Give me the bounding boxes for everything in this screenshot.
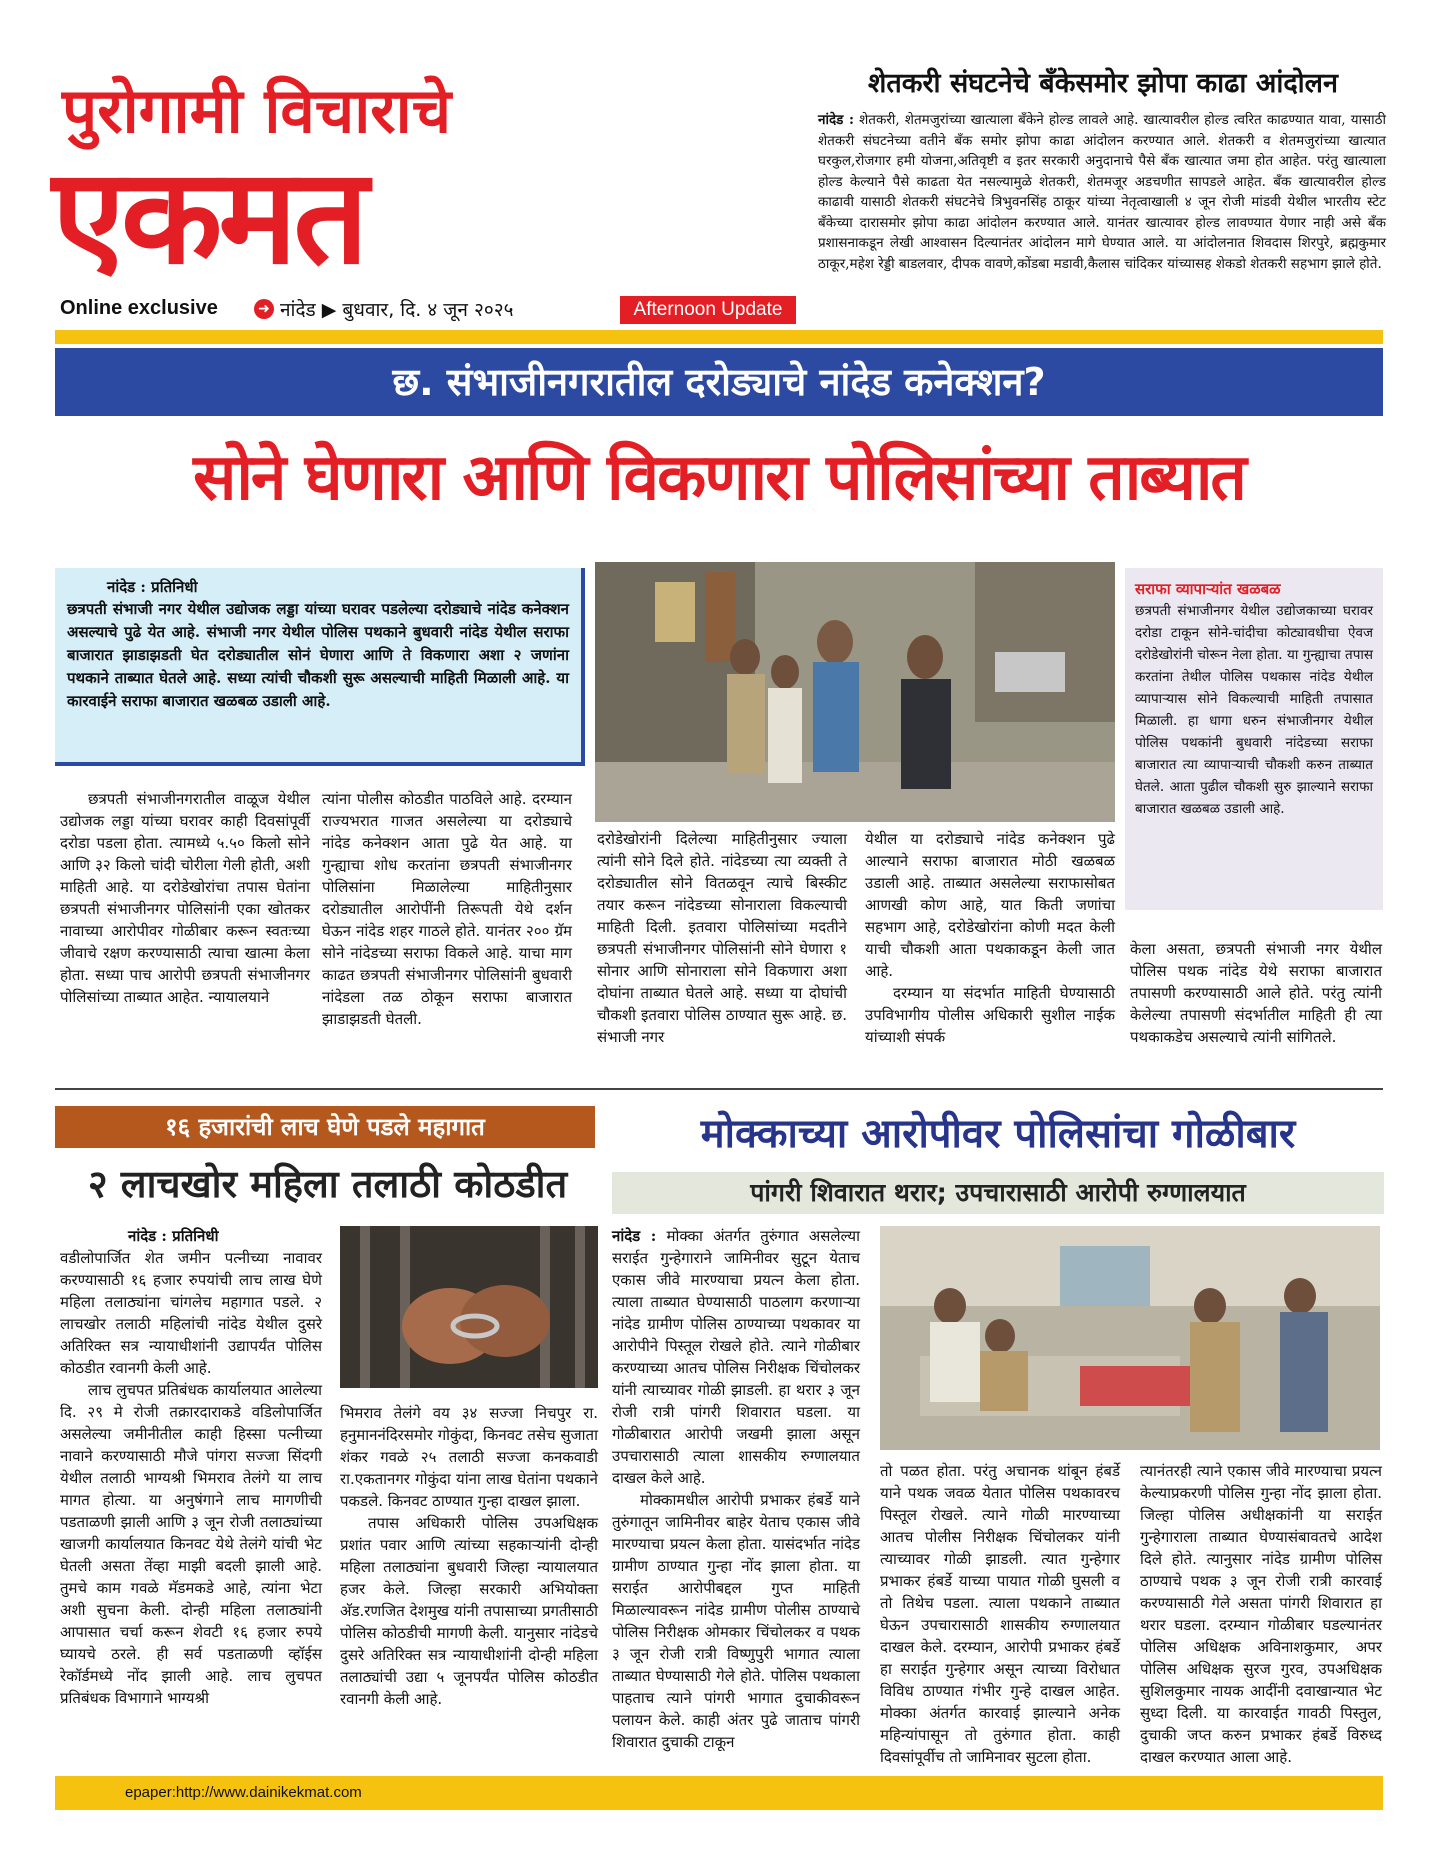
top-story-text: शेतकरी, शेतमजुरांच्या खात्याला बँकेने होल्ड लावले आहे. खात्यावरील होल्ड त्वरित काढण्यात यावा, यासाठी शेतकरी संघटनेच्या वतीने बँक समोर झोपा काढा आंदोलन करण्यात आले. शेतकरी व शेतमजुरांच्या खात्यात घरकुल,रोजगार हमी योजना,अतिवृष्टी व इतर सरकारी अनुदानाचे पैसे बँक खात्यात जमा होत आहेत. परंतु खात्याला होल्ड केल्याने पैसे काढता येत नसल्यामुळे शेतकरी, शेतमजूर अडचणीत सापडले आहेत. बँक खात्यावरील होल्ड काढावी यासाठी शेतकरी संघटनेचे त्रिभुवनसिंह ठाकूर यांच्या नेतृत्वाखाली ४ जून रोजी मांडवी येथील भारतीय स्टेट बँकेच्या दारासमोर झोपा काढा आंदोलन करण्यात आले. यानंतर खात्यावर होल्ड लावण्यात येणार नाही असे बँक प्रशासनाकडून लेखी आश्वासन दिल्यानंतर आंदोलन मागे घेण्यात आले. या आंदोलनात शिवदास शिरपुरे, ब्रह्मकुमार ठाकूर,महेश रेड्डी बाडलवार, दीपक वावणे,कोंडबा मडावी,कैलास चांदिकर यांच्यासह शेकडो शेतकरी सहभाग झाले होते.	[818, 112, 1386, 272]
lead-headline: सोने घेणारा आणि विकणारा पोलिसांच्या ताब्यात	[193, 441, 1245, 515]
firing-col1b-text: मोक्कामधील आरोपी प्रभाकर हंबर्डे याने तुरुंगातून जामिनीवर बाहेर येताच एकास जीवे मारण्याचा प्रयत्न केला होता. यासंदर्भात नांदेड ग्रामीण ठाण्यात गुन्हा नोंद झाला होता. या सराईत आरोपीबद्दल गुप्त माहिती मिळाल्यावरून नांदेड ग्रामीण पोलीस ठाण्याचे पोलिस निरीक्षक ओमकार चिंचोलकर व पथक ३ जून रोजी रात्री विष्णुपुरी भागात त्याला ताब्यात घेण्यासाठी गेले होते. पोलिस पथकाला पाहताच त्याने पांगरी भागात दुचाकीवरून पलायन केले. काही अंतर पुढे जाताच पांगरी शिवारात दुचाकी टाकून	[612, 1491, 860, 1751]
lead-photo-arrest	[595, 562, 1115, 822]
firing-column-2	[880, 1460, 1120, 1766]
arrow-right-icon: ➜	[254, 299, 274, 319]
epaper-link[interactable]: epaper:http://www.dainikekmat.com	[125, 1784, 362, 1801]
sidebar-title: सराफा व्यापाऱ्यांत खळबळ	[1135, 580, 1281, 598]
top-story-headline: शेतकरी संघटनेचे बँकेसमोर झोपा काढा आंदोलन	[868, 68, 1338, 99]
firing-col1-text: मोक्का अंतर्गत तुरुंगात असलेल्या सराईत गुन्हेगाराने जामिनीवर सुटून येताच एकास जीवे मारण्याचा प्रयत्न केला होता. त्याला ताब्यात घेण्यासाठी पाठलाग करणाऱ्या नांदेड ग्रामीण पोलिस ठाण्याच्या पथकावर या आरोपीने पिस्तूल रोखले होते. त्याने गोळीबार करण्याच्या आतच पोलिस निरीक्षक चिंचोलकर यांनी त्याच्यावर गोळी झाडली. हा थरार ३ जून रोजी रात्री पांगरी शिवारात घडला. या गोळीबारात आरोपी जखमी झाला असून उपचारासाठी त्याला शासकीय रुग्णालयात दाखल केले आहे.	[612, 1227, 860, 1487]
masthead-tagline: पुरोगामी विचाराचे	[62, 74, 452, 147]
firing-column-3	[1140, 1460, 1382, 1766]
top-story-dateline: नांदेड :	[818, 112, 854, 128]
bribe-column-2	[340, 1402, 598, 1742]
lead-col4-text: येथील या दरोड्याचे नांदेड कनेक्शन पुढे आल्याने सराफा बाजारात मोठी खळबळ उडाली आहे. ताब्यात असलेल्या सराफासोबत आणखी कोण आहे, यात किती जणांचा सहभाग आहे, दरोडेखोरांना कोणी मदत केली याची चौकशी आता पथकाकडून केली जात आहे.	[865, 830, 1115, 980]
section-divider	[55, 1088, 1383, 1090]
firing-col3-text: त्यानंतरही त्याने एकास जीवे मारण्याचा प्रयत्न केल्याप्रकरणी पोलिस गुन्हा नोंद झाला होता. जिल्हा पोलिस अधीक्षकांनी या सराईत गुन्हेगाराला ताब्यात घेण्यासंबावतचे आदेश दिले होते. त्यानुसार नांदेड ग्रामीण पोलिस ठाण्याचे पथक ३ जून रोजी रात्री कारवाई करण्यासाठी गेले असता पांगरी शिवारात हा थरार घडला. दरम्यान गोळीबार घडल्यानंतर पोलिस अधिक्षक अविनाशकुमार, अपर पोलिस अधिक्षक सुरज गुरव, उपअधिक्षक सुशिलकुमार नायक आदींनी दवाखान्यात भेट सुध्दा दिली. या कारवाईत गावठी पिस्तुल, दुचाकी जप्त करुन प्रभाकर हंबर्डे विरुध्द दाखल करण्यात आला आहे.	[1140, 1462, 1382, 1766]
footer-bar	[55, 1776, 1383, 1810]
lead-intro-text: छत्रपती संभाजी नगर येथील उद्योजक लड्डा यांच्या घरावर पडलेल्या दरोड्याचे नांदेड कनेक्शन असल्याचे पुढे येत आहे. संभाजी नगर येथील पोलिस पथकाने बुधवारी नांदेड येथील सराफा बाजारात झाडाझडती घेत दरोड्यातील सोनं घेणारा आणि ते विकणारा अशा २ जणांना पथकाने ताब्यात घेतले आहे. सध्या त्यांची चौकशी सुरू असल्याची माहिती मिळाली आहे. या कारवाईने सराफा बाजारात खळबळ उडाली आहे.	[67, 600, 569, 710]
firing-headline: मोक्काच्या आरोपीवर पोलिसांचा गोळीबार	[700, 1111, 1296, 1157]
firing-subhead: पांगरी शिवारात थरार; उपचारासाठी आरोपी रुग्णालयात	[750, 1178, 1246, 1207]
bribe-col1a-text: वडीलोपार्जित शेत जमीन पत्नीच्या नावावर करण्यासाठी १६ हजार रुपयांची लाच लाख घेणे महिला तलाठ्यांना चांगलेच महागात पडले. २ लाचखोर तलाठी महिलांची नांदेड येथील दुसरे अतिरिक्त सत्र न्यायाधीशांनी उद्यापर्यंत पोलिस कोठडीत रवानगी केली आहे.	[60, 1249, 322, 1377]
firing-subhead-banner	[612, 1172, 1384, 1214]
afternoon-update-badge: Afternoon Update	[620, 296, 796, 324]
lead-column-4	[865, 828, 1115, 1078]
lead-column-3	[597, 828, 847, 1078]
top-story-body	[818, 110, 1386, 310]
bribe-column-1	[60, 1225, 322, 1745]
firing-column-1	[612, 1225, 860, 1751]
lead-col2-text: त्यांना पोलीस कोठडीत पाठविले आहे. दरम्यान राज्यभरात गाजत असलेल्या या दरोड्याचे नांदेड कनेक्शन आता पुढे येत आहे. या गुन्ह्याचा शोध करतांना छत्रपती संभाजीनगर पोलिसांना मिळालेल्या माहितीनुसार दरोड्यातील आरोपींनी तिरूपती येथे दर्शन घेऊन नांदेड शहर गाठले होते. यानंतर २०० ग्रॅम सोने नांदेडच्या सराफा विकले आहे. याचा माग काढत छत्रपती संभाजीनगर पोलिसांनी बुधवारी नांदेडला तळ ठोकून सराफा बाजारात झाडाझडती घेतली.	[322, 790, 572, 1028]
lead-kicker-banner	[55, 348, 1383, 416]
lead-col1-text: छत्रपती संभाजीनगरातील वाळूज येथील उद्योजक लड्डा यांच्या घरावर काही दिवसांपूर्वी दरोडा पडला होता. त्यामध्ये ५.५० किलो सोने आणि ३२ किलो चांदी चोरीला गेली होती, अशी माहिती आहे. या दरोडेखोरांचा तपास घेतांना छत्रपती संभाजीनगर पोलिसांनी एका खोतकर नावाच्या आरोपीवर गोळीबार करून स्वतःच्या जीवाचे रक्षण करण्यासाठी त्याचा खात्मा केला होता. सध्या पाच आरोपी छत्रपती संभाजीनगर पोलिसांच्या ताब्यात आहेत. न्यायालयाने	[60, 790, 310, 1006]
firing-dateline: नांदेड :	[612, 1227, 657, 1245]
hospital-photo	[880, 1226, 1380, 1450]
bribe-kicker: १६ हजारांची लाच घेणे पडले महागात	[165, 1113, 485, 1141]
bribe-kicker-banner	[55, 1106, 595, 1148]
handcuff-photo	[340, 1226, 598, 1388]
lead-column-1	[60, 788, 310, 1078]
bribe-dateline: नांदेड : प्रतिनिधी	[128, 1227, 219, 1245]
lead-sidebar	[1125, 568, 1383, 910]
lead-col4b-text: दरम्यान या संदर्भात माहिती घेण्यासाठी उपविभागीय पोलीस अधिकारी सुशील नाईक यांच्याशी संपर्क	[865, 984, 1115, 1046]
bribe-col2a-text: भिमराव तेलंगे वय ३४ सज्जा निचपुर रा. हनुमाननंदिरसमोर गोकुंदा, किनवट तसेच सुजाता शंकर गवळे २५ तलाठी सज्जा कनकवाडी रा.एकतानगर गोकुंदा यांना लाख घेतांना पथकाने पकडले. किनवट ठाण्यात गुन्हा दाखल झाला.	[340, 1404, 598, 1510]
bribe-col1b-text: लाच लुचपत प्रतिबंधक कार्यालयात आलेल्या दि. २९ मे रोजी तक्रारदाराकडे वडिलोपार्जित असलेल्या जमीनीतील काही हिस्सा पत्नीच्या नावाने करण्यासाठी मौजे पांगरा सज्जा सिंदगी येथील तलाठी भाग्यश्री भिमराव तेलंगे या लाच मागत होत्या. या अनुषंगाने लाच मागणीची पडताळणी झाली आणि ३ जून रोजी तलाठ्यांच्या खाजगी कार्यालयात किनवट येथे तेलंगे यांची भेट घेतली असता तेंव्हा माझी बदली झाली आहे. तुमचे काम गवळे मॅडमकडे आहे, त्यांना भेटा अशी सुचना केली. दोन्ही महिला तलाठ्यांनी आपासात चर्चा करून शेवटी १६ हजार रुपये घ्यायचे ठरले. ही सर्व पडताळणी व्हॉईस रेकॉर्डमध्ये नोंद झाली आहे. लाच लुचपत प्रतिबंधक विभागाने भाग्यश्री	[60, 1381, 322, 1707]
bribe-headline: २ लाचखोर महिला तलाठी कोठडीत	[87, 1162, 568, 1206]
lead-column-2	[322, 788, 572, 1078]
firing-col2-text: तो पळत होता. परंतु अचानक थांबून हंबर्डे याने पथक जवळ येतात पोलिस पथकावरच पिस्तूल रोखले. त्याने गोळी मारण्याच्या आतच पोलीस निरीक्षक चिंचोलकर यांनी त्याच्यावर गोळी झाडली. त्यात गुन्हेगार प्रभाकर हंबर्डे याच्या पायात गोळी घुसली व तो तिथेच पडला. त्याला पथकाने ताब्यात घेऊन उपचारासाठी शासकीय रुग्णालयात दाखल केले. दरम्यान, आरोपी प्रभाकर हंबर्डे हा सराईत गुन्हेगार असून त्याच्या विरोधात विविध ठाण्यात गंभीर गुन्हे दाखल आहेत. मोक्का अंतर्गत कारवाई झाल्याने अनेक महिन्यांपासून तो तुरुंगात होता. काही दिवसांपूर्वीच तो जामिनावर सुटला होता.	[880, 1462, 1120, 1766]
online-exclusive-label: Online exclusive	[60, 297, 218, 319]
issue-dateline: नांदेड ▶ बुधवार, दि. ४ जून २०२५	[280, 299, 514, 321]
lead-col5-text: केला असता, छत्रपती संभाजी नगर येथील पोलिस पथक नांदेड येथे सराफा बाजारात तपासणी करण्यासाठी आले होते. परंतु त्यांनी केलेल्या तपासणी संदर्भातील माहिती ही त्या पथकाकडेच असल्याचे त्यांनी सांगितले.	[1130, 940, 1382, 1046]
sidebar-text: छत्रपती संभाजीनगर येथील उद्योजकाच्या घरावर दरोडा टाकून सोने-चांदीचा कोट्यावधीचा ऐवज दरोडेखोरांनी चोरून नेला होता. या गुन्ह्याचा तपास करतांना तेथील पोलिस पथकास नांदेड येथील व्यापाऱ्यास सोने विकल्याची माहिती तपासात मिळाली. हा धागा धरुन संभाजीनगर येथील पोलिस पथकांनी बुधवारी नांदेडच्या सराफा बाजारात त्या व्यापाऱ्याची चौकशी करुन ताब्यात घेतले. आता पुढील चौकशी सुरु झाल्याने सराफा बाजारात खळबळ उडाली आहे.	[1135, 603, 1373, 817]
bribe-col2b-text: तपास अधिकारी पोलिस उपअधिक्षक प्रशांत पवार आणि त्यांच्या सहकाऱ्यांनी दोन्ही महिला तलाठ्यांना बुधवारी जिल्हा न्यायालयात हजर केले. जिल्हा सरकारी अभियोक्ता अ‍ॅड.रणजित देशमुख यांनी तपासाच्या प्रगतीसाठी पोलिस कोठडीची मागणी केली. यानुसार नांदेडचे दुसरे अतिरिक्त सत्र न्यायाधीशांनी दोन्ही महिला तलाठ्यांची उद्या ५ जूनपर्यंत पोलिस कोठडीत रवानगी केली आहे.	[340, 1514, 598, 1708]
yellow-rule	[55, 330, 1383, 344]
lead-dateline: नांदेड : प्रतिनिधी	[107, 578, 198, 596]
lead-kicker: छ. संभाजीनगरातील दरोड्याचे नांदेड कनेक्शन?	[392, 360, 1046, 404]
lead-column-5	[1130, 938, 1382, 1078]
lead-intro-box	[55, 568, 585, 766]
masthead-logo: एकमत	[52, 140, 365, 294]
lead-col3-text: दरोडेखोरांनी दिलेल्या माहितीनुसार ज्याला त्यांनी सोने दिले होते. नांदेडच्या त्या व्यक्ती ते दरोड्यातील सोने वितळवून त्याचे बिस्कीट तयार करून नांदेडच्या सोनाराला विकल्याची माहिती दिली. इतवारा पोलिसांच्या मदतीने छत्रपती संभाजीनगर पोलिसांनी सोने घेणारा १ सोनार आणि सोनाराला सोने विकणारा अशा दोघांना ताब्यात घेतले आहे. सध्या या दोघांची चौकशी इतवारा पोलिस ठाण्यात सुरू आहे. छ. संभाजी नगर	[597, 830, 847, 1046]
